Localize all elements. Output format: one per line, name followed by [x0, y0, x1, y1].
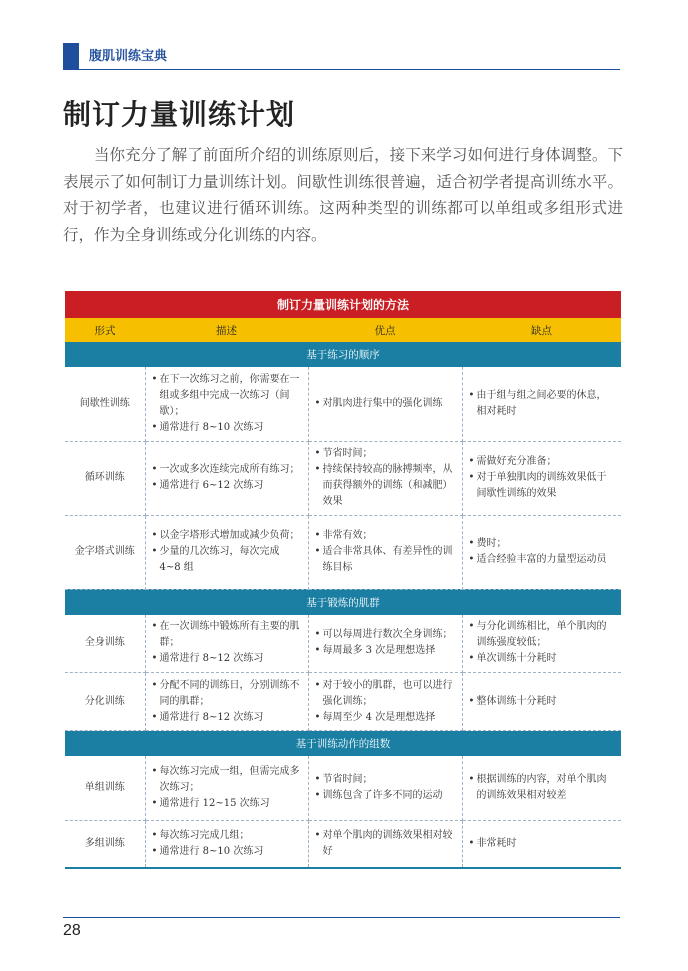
- cell-cons: [462, 673, 621, 731]
- bullet-list: [309, 524, 462, 580]
- cell-desc: [145, 756, 308, 820]
- cell-form: 金字塔式训练: [65, 515, 145, 589]
- bullet-list: [146, 674, 308, 730]
- bullet-list: [463, 690, 622, 714]
- bullet-list: [463, 768, 622, 808]
- column-header-cons: 缺点: [462, 318, 621, 342]
- bullet-list: [463, 832, 622, 856]
- bullet-item: • 通常进行 12~15 次练习: [152, 796, 302, 812]
- cell-desc: [145, 673, 308, 731]
- bullet-item: • 节省时间；: [315, 446, 456, 462]
- bullet-item: • 根据训练的内容，对单个肌肉的训练效果相对较差: [469, 772, 616, 804]
- bullet-list: [309, 623, 462, 663]
- bullet-list: [146, 824, 308, 864]
- bullet-item: • 费时；: [469, 536, 616, 552]
- bullet-item: • 对于单独肌肉的训练效果低于间歇性训练的效果: [469, 470, 616, 502]
- cell-form: 循环训练: [65, 441, 145, 515]
- bullet-item: • 在一次训练中锻炼所有主要的肌群；: [152, 619, 302, 651]
- table-row: [65, 515, 621, 589]
- intro-paragraph: 当你充分了解了前面所介绍的训练原则后，接下来学习如何进行身体调整。下表展示了如何制订力量训练计划。间歇性训练很普遍，适合初学者提高训练水平。对于初学者，也建议进行循环训练。这两种类型的训练都可以单组或多组形式进行，作为全身训练或分化训练的内容。: [63, 146, 623, 244]
- cell-pros: [308, 441, 462, 515]
- cell-desc: [145, 441, 308, 515]
- bullet-list: [146, 458, 308, 498]
- bullet-item: • 对肌肉进行集中的强化训练: [315, 396, 456, 412]
- bullet-item: • 由于组与组之间必要的休息，相对耗时: [469, 388, 616, 420]
- table-row: [65, 820, 621, 868]
- bullet-item: • 需做好充分准备；: [469, 454, 616, 470]
- cell-cons: [462, 515, 621, 589]
- bullet-list: [463, 450, 622, 506]
- column-header-description: 描述: [145, 318, 308, 342]
- bullet-list: [146, 760, 308, 816]
- cell-form: 分化训练: [65, 673, 145, 731]
- bullet-list: [309, 768, 462, 808]
- bullet-item: • 训练包含了许多不同的运动: [315, 788, 456, 804]
- cell-cons: [462, 756, 621, 820]
- bullet-item: • 持续保持较高的脉搏频率，从而获得额外的训练（和减肥）效果: [315, 462, 456, 510]
- table-row: [65, 756, 621, 820]
- cell-form: 单组训练: [65, 756, 145, 820]
- bullet-item: • 每周至少 4 次是理想选择: [315, 710, 456, 726]
- bullet-item: • 通常进行 8~10 次练习: [152, 844, 302, 860]
- cell-pros: [308, 515, 462, 589]
- table-caption: 制订力量训练计划的方法: [65, 291, 621, 318]
- page-title: 制订力量训练计划: [63, 98, 296, 131]
- cell-desc: [145, 367, 308, 441]
- cell-cons: [462, 441, 621, 515]
- section-header: 基于训练动作的组数: [65, 731, 621, 757]
- section-header: 基于练习的顺序: [65, 342, 621, 367]
- bullet-list: [309, 824, 462, 864]
- bullet-item: • 非常耗时: [469, 836, 616, 852]
- bullet-list: [309, 674, 462, 730]
- bullet-item: • 适合非常具体、有差异性的训练目标: [315, 544, 456, 576]
- cell-form: 多组训练: [65, 820, 145, 868]
- bullet-item: • 一次或多次连续完成所有练习；: [152, 462, 302, 478]
- training-methods-table: [65, 291, 621, 869]
- column-header-form: 形式: [65, 318, 145, 342]
- cell-desc: [145, 615, 308, 673]
- bullet-item: • 通常进行 6~12 次练习: [152, 478, 302, 494]
- bullet-item: • 节省时间；: [315, 772, 456, 788]
- table-row: [65, 673, 621, 731]
- section-header: 基于锻炼的肌群: [65, 589, 621, 615]
- bullet-item: • 与分化训练相比，单个肌肉的训练强度较低；: [469, 619, 616, 651]
- bullet-list: [146, 524, 308, 580]
- bullet-item: • 每次练习完成一组，但需完成多次练习；: [152, 764, 302, 796]
- page-number: 28: [63, 922, 81, 939]
- bullet-item: • 通常进行 8~12 次练习: [152, 710, 302, 726]
- bullet-list: [463, 615, 622, 671]
- bullet-item: • 每次练习完成几组；: [152, 828, 302, 844]
- footer-divider: [63, 917, 620, 918]
- bullet-list: [309, 392, 462, 416]
- cell-cons: [462, 367, 621, 441]
- book-title: 腹肌训练宝典: [89, 49, 168, 64]
- bullet-item: • 通常进行 8~10 次练习: [152, 420, 302, 436]
- bullet-item: • 整体训练十分耗时: [469, 694, 616, 710]
- bullet-item: • 少量的几次练习，每次完成 4~8 组: [152, 544, 302, 576]
- cell-pros: [308, 820, 462, 868]
- bullet-item: • 对单个肌肉的训练效果相对较好: [315, 828, 456, 860]
- bullet-item: • 可以每周进行数次全身训练；: [315, 627, 456, 643]
- bullet-item: • 分配不同的训练日，分别训练不同的肌群；: [152, 678, 302, 710]
- bullet-list: [146, 368, 308, 440]
- bullet-list: [309, 442, 462, 514]
- bullet-item: • 以金字塔形式增加或减少负荷；: [152, 528, 302, 544]
- bullet-list: [463, 384, 622, 424]
- bullet-item: • 非常有效；: [315, 528, 456, 544]
- cell-pros: [308, 756, 462, 820]
- table-row: [65, 615, 621, 673]
- bullet-item: • 每周最多 3 次是理想选择: [315, 643, 456, 659]
- cell-cons: [462, 820, 621, 868]
- cell-cons: [462, 615, 621, 673]
- bullet-item: • 通常进行 8~12 次练习: [152, 651, 302, 667]
- bullet-item: • 对于较小的肌群，也可以进行强化训练；: [315, 678, 456, 710]
- bullet-item: • 适合经验丰富的力量型运动员: [469, 552, 616, 568]
- cell-desc: [145, 820, 308, 868]
- cell-form: 全身训练: [65, 615, 145, 673]
- cell-form: 间歇性训练: [65, 367, 145, 441]
- header-divider: [63, 69, 620, 70]
- bullet-item: • 在下一次练习之前，你需要在一组或多组中完成一次练习（间歇）；: [152, 372, 302, 420]
- column-header-pros: 优点: [308, 318, 462, 342]
- table-row: [65, 367, 621, 441]
- bullet-item: • 单次训练十分耗时: [469, 651, 616, 667]
- cell-pros: [308, 673, 462, 731]
- cell-pros: [308, 615, 462, 673]
- cell-desc: [145, 515, 308, 589]
- header-accent-bar: [63, 43, 79, 69]
- table-row: [65, 441, 621, 515]
- cell-pros: [308, 367, 462, 441]
- bullet-list: [463, 532, 622, 572]
- bullet-list: [146, 615, 308, 671]
